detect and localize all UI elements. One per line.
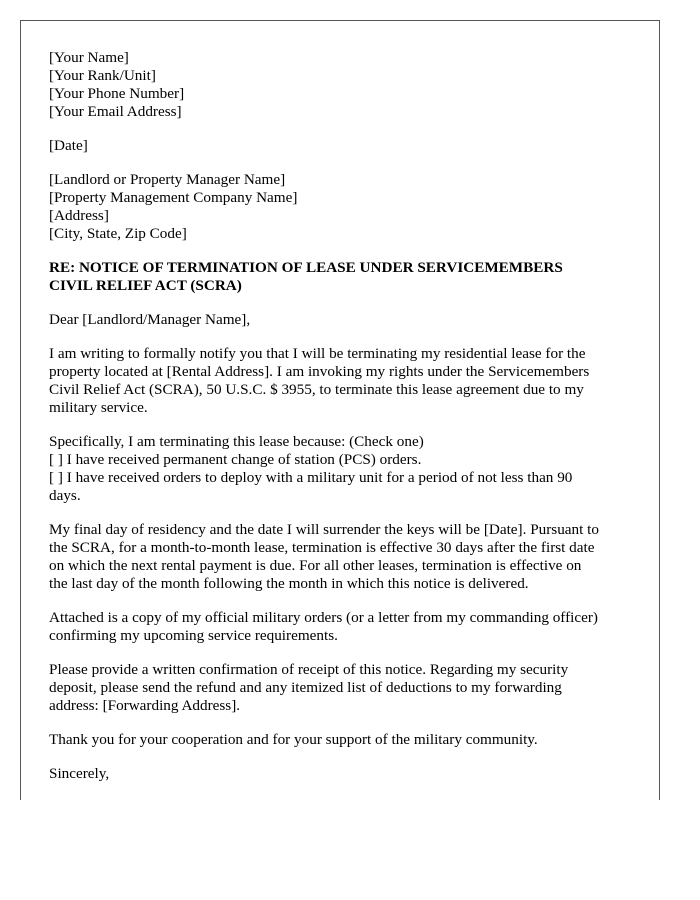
recipient-city-state-zip: [City, State, Zip Code]	[49, 225, 187, 242]
subject-line-1: RE: NOTICE OF TERMINATION OF LEASE UNDER SERVICEMEMBERS	[49, 259, 563, 276]
paragraph-3-line: the last day of the month following the month in which this notice is delivered.	[49, 575, 529, 592]
paragraph-3-line: My final day of residency and the date I will surrender the keys will be [Date]. Pursuant to	[49, 521, 599, 538]
reason-option-deploy: [ ] I have received orders to deploy with a military unit for a period of not less than 90	[49, 469, 573, 486]
sender-phone: [Your Phone Number]	[49, 85, 185, 102]
recipient-block	[49, 171, 639, 243]
sender-name: [Your Name]	[49, 49, 129, 66]
reasons-checklist	[49, 433, 639, 505]
reason-option-deploy-cont: days.	[49, 487, 81, 504]
paragraph-1-line: Civil Relief Act (SCRA), 50 U.S.C. $ 3955, to terminate this lease agreement due to my	[49, 381, 584, 398]
paragraph-5-line: address: [Forwarding Address].	[49, 697, 241, 714]
sender-block	[49, 49, 639, 121]
closing-text: Sincerely,	[49, 765, 110, 782]
recipient-address: [Address]	[49, 207, 109, 224]
paragraph-1-line: I am writing to formally notify you that I will be terminating my residential lease for the	[49, 345, 586, 362]
paragraph-3-line: on which the next rental payment is due. For all other leases, termination is effective on	[49, 557, 582, 574]
letter-date: [Date]	[49, 137, 88, 154]
sender-email: [Your Email Address]	[49, 103, 182, 120]
letter-page	[20, 20, 660, 800]
closing	[49, 765, 639, 783]
paragraph-4-line: Attached is a copy of my official military orders (or a letter from my commanding officer)	[49, 609, 598, 626]
paragraph-3-line: the SCRA, for a month-to-month lease, termination is effective 30 days after the first date	[49, 539, 595, 556]
paragraph-1-line: property located at [Rental Address]. I am invoking my rights under the Servicemembers	[49, 363, 590, 380]
reason-option-pcs: [ ] I have received permanent change of station (PCS) orders.	[49, 451, 422, 468]
recipient-company: [Property Management Company Name]	[49, 189, 298, 206]
paragraph-1-line: military service.	[49, 399, 148, 416]
salutation	[49, 311, 639, 329]
salutation-text: Dear [Landlord/Manager Name],	[49, 311, 251, 328]
body-paragraph-5	[49, 661, 639, 715]
body-paragraph-3	[49, 521, 639, 593]
date-block	[49, 137, 639, 155]
paragraph-6-line: Thank you for your cooperation and for your support of the military community.	[49, 731, 538, 748]
subject-line-2: CIVIL RELIEF ACT (SCRA)	[49, 277, 242, 294]
paragraph-4-line: confirming my upcoming service requirements.	[49, 627, 338, 644]
sender-rank-unit: [Your Rank/Unit]	[49, 67, 156, 84]
letter-content	[49, 49, 639, 799]
body-paragraph-1	[49, 345, 639, 417]
body-paragraph-6	[49, 731, 639, 749]
recipient-name: [Landlord or Property Manager Name]	[49, 171, 286, 188]
subject-line	[49, 259, 639, 295]
paragraph-5-line: deposit, please send the refund and any itemized list of deductions to my forwarding	[49, 679, 562, 696]
body-paragraph-4	[49, 609, 639, 645]
paragraph-5-line: Please provide a written confirmation of receipt of this notice. Regarding my security	[49, 661, 569, 678]
reasons-intro: Specifically, I am terminating this lease because: (Check one)	[49, 433, 424, 450]
